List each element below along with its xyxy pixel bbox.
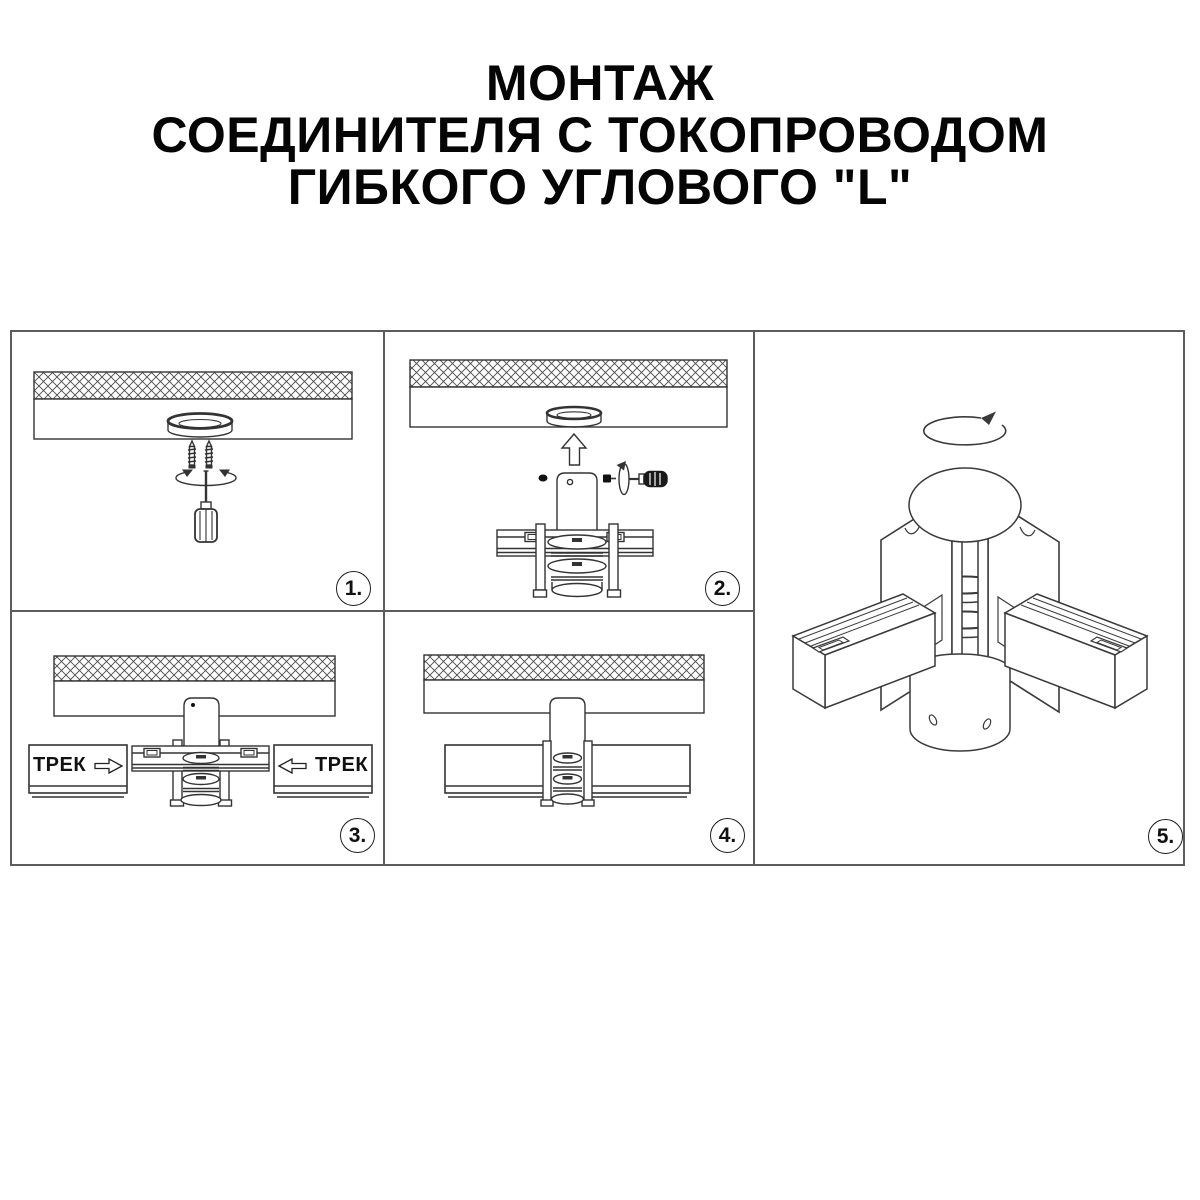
step-3-illustration (12, 612, 383, 864)
screwdriver-icon (176, 470, 236, 543)
track-label-left (29, 745, 127, 786)
track-label-text: ТРЕК (32, 754, 87, 776)
step-4-panel (383, 610, 757, 866)
title-line-1: МОНТАЖ (485, 55, 715, 111)
step-number: 4. (718, 823, 737, 847)
track-label-right (274, 745, 372, 786)
step-number-badge (705, 571, 740, 606)
step-2-panel (383, 330, 757, 612)
step-number: 3. (348, 823, 367, 847)
up-arrow-icon (562, 434, 586, 465)
step-3-panel (10, 610, 385, 866)
title-line-2: СОЕДИНИТЕЛЯ С ТОКОПРОВОДОМ (151, 107, 1049, 163)
set-screw (603, 475, 616, 483)
track-box-left (445, 745, 545, 797)
step-number: 5. (1156, 824, 1175, 848)
arrow-right-icon (94, 757, 123, 775)
plug-dot (539, 475, 548, 482)
step-number: 1. (344, 576, 363, 600)
screwdriver-icon (617, 461, 668, 495)
rotation-arrow-icon (924, 412, 1006, 445)
step-number-badge (710, 818, 745, 853)
step-number-badge (1148, 819, 1183, 854)
step-2-illustration (385, 332, 755, 610)
page-title (0, 57, 1200, 213)
step-4-illustration (385, 612, 755, 864)
track-label-text: ТРЕК (314, 754, 369, 776)
top-cap (909, 468, 1021, 542)
connector-body (184, 698, 219, 747)
connector-body (550, 698, 585, 746)
arrow-left-icon (278, 757, 307, 775)
contact-stack (552, 753, 584, 804)
title-line-3: ГИБКОГО УГЛОВОГО "L" (287, 159, 913, 215)
step-1-panel (10, 330, 385, 612)
contact-stack (545, 530, 609, 597)
contact-stack (181, 753, 221, 806)
step-number-badge (340, 818, 375, 853)
step-5-illustration (755, 332, 1183, 864)
step-number: 2. (713, 576, 732, 600)
connector-body (557, 473, 597, 530)
step-5-panel (753, 330, 1185, 866)
screws (188, 441, 213, 469)
track-box-right (590, 745, 690, 797)
step-number-badge (336, 571, 371, 606)
step-1-illustration (12, 332, 383, 610)
